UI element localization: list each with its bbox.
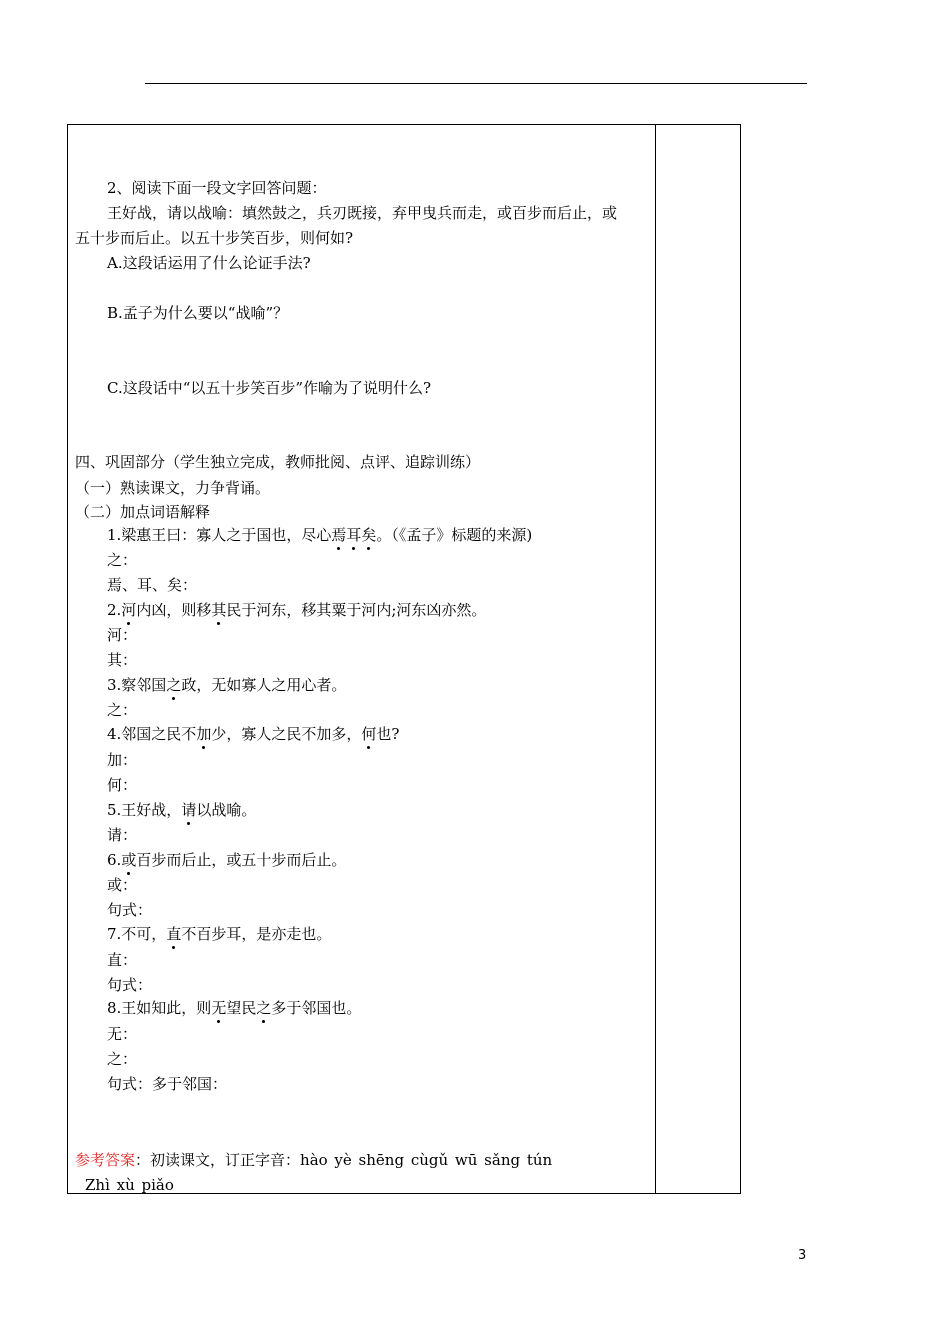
text-run: 百步而后止，或五十步而后止。 bbox=[136, 851, 347, 869]
text-run: 1.梁惠王曰：寡人 bbox=[107, 526, 227, 544]
worksheet-table bbox=[67, 124, 741, 1194]
item-8-answer-line: 之： bbox=[107, 1050, 138, 1068]
dotted-word: 加 bbox=[196, 725, 212, 743]
text-run: 民于河东，移其粟于河内;河东凶亦然。 bbox=[226, 601, 487, 619]
item-6 bbox=[107, 850, 346, 870]
text-run: 以战喻。 bbox=[196, 801, 257, 819]
dotted-word: 之 bbox=[256, 999, 272, 1017]
item-2-answer-line: 其： bbox=[107, 651, 138, 669]
text-run: 。（《孟子》标题的来源) bbox=[376, 526, 533, 544]
dotted-word: 耳 bbox=[346, 526, 362, 544]
item-6-answer-line: 句式： bbox=[107, 901, 153, 919]
passage-line-1: 王好战，请以战喻：填然鼓之，兵刃既接，弃甲曳兵而走，或百步而后止，或 bbox=[107, 204, 618, 222]
item-2 bbox=[107, 600, 486, 620]
text-run: 于国也，尽心 bbox=[241, 526, 332, 544]
question-2-title: 2、阅读下面一段文字回答问题： bbox=[107, 179, 327, 197]
dotted-word: 矣 bbox=[361, 526, 377, 544]
item-8-answer-line: 无： bbox=[107, 1025, 138, 1043]
text-run: 3.察邻国 bbox=[107, 676, 167, 694]
text-run: 之 bbox=[226, 526, 242, 544]
header-rule bbox=[145, 83, 807, 84]
text-run: 6. bbox=[107, 851, 122, 869]
dotted-word: 无 bbox=[211, 999, 227, 1017]
page-number: 3 bbox=[798, 1248, 807, 1263]
dotted-word: 何 bbox=[361, 725, 377, 743]
text-run: 政，无如寡人之用心者。 bbox=[181, 676, 347, 694]
item-1-answer-line: 焉、耳、矣： bbox=[107, 576, 198, 594]
dotted-word: 其 bbox=[211, 601, 227, 619]
item-7 bbox=[107, 924, 331, 944]
text-run: 也? bbox=[376, 725, 400, 743]
text-run: 4.邻国之民不 bbox=[107, 725, 197, 743]
sub-question-a: A.这段话运用了什么论证手法? bbox=[107, 254, 311, 272]
item-3 bbox=[107, 675, 346, 695]
dotted-word: 请 bbox=[181, 801, 197, 819]
section-4-part-1: （一）熟读课文，力争背诵。 bbox=[75, 479, 271, 497]
dotted-word: 焉 bbox=[331, 526, 347, 544]
text-run: 2. bbox=[107, 601, 122, 619]
item-1 bbox=[107, 525, 532, 545]
section-4-part-2: （二）加点词语解释 bbox=[75, 503, 211, 521]
text-run: 5.王好战， bbox=[107, 801, 182, 819]
item-3-answer-line: 之： bbox=[107, 701, 138, 719]
table-column-divider bbox=[655, 124, 656, 1194]
item-4-answer-line: 何： bbox=[107, 776, 138, 794]
text-run: 少，寡人之民不加多， bbox=[211, 725, 362, 743]
text-run: 多于邻国也。 bbox=[271, 999, 362, 1017]
sub-question-b: B.孟子为什么要以“战喻”？ bbox=[107, 304, 289, 322]
text-run: 不百步耳，是亦走也。 bbox=[181, 925, 332, 943]
sub-question-c: C.这段话中“以五十步笑百步”作喻为了说明什么? bbox=[107, 379, 432, 397]
item-5 bbox=[107, 800, 256, 820]
section-4-title: 四、巩固部分（学生独立完成，教师批阅、点评、追踪训练） bbox=[75, 453, 481, 471]
reference-answer-text: ：初读课文，订正字音： bbox=[135, 1151, 301, 1169]
item-4-answer-line: 加： bbox=[107, 751, 138, 769]
item-8 bbox=[107, 998, 361, 1018]
text-run: 8.王如知此，则 bbox=[107, 999, 212, 1017]
passage-line-2: 五十步而后止。以五十步笑百步，则何如? bbox=[75, 229, 354, 247]
item-7-answer-line: 句式： bbox=[107, 976, 153, 994]
pinyin-answers-continued: Zhì xù piǎo bbox=[85, 1176, 174, 1194]
item-6-answer-line: 或： bbox=[107, 876, 138, 894]
reference-answer-label: 参考答案 bbox=[75, 1151, 136, 1169]
dotted-word: 河 bbox=[121, 601, 137, 619]
dotted-word: 或 bbox=[121, 851, 137, 869]
item-7-answer-line: 直： bbox=[107, 951, 138, 969]
item-1-answer-line: 之： bbox=[107, 551, 138, 569]
text-run: 7.不可， bbox=[107, 925, 167, 943]
text-run: 望民 bbox=[226, 999, 257, 1017]
item-2-answer-line: 河： bbox=[107, 626, 138, 644]
dotted-word: 直 bbox=[166, 925, 182, 943]
item-8-answer-line: 句式：多于邻国： bbox=[107, 1075, 228, 1093]
item-4 bbox=[107, 724, 399, 744]
dotted-word: 之 bbox=[166, 676, 182, 694]
text-run: 内凶，则移 bbox=[136, 601, 212, 619]
pinyin-answers: hào yè shēng cùgǔ wū sǎng tún bbox=[300, 1151, 553, 1169]
reference-answer-line bbox=[75, 1150, 552, 1170]
item-5-answer-line: 请： bbox=[107, 826, 138, 844]
